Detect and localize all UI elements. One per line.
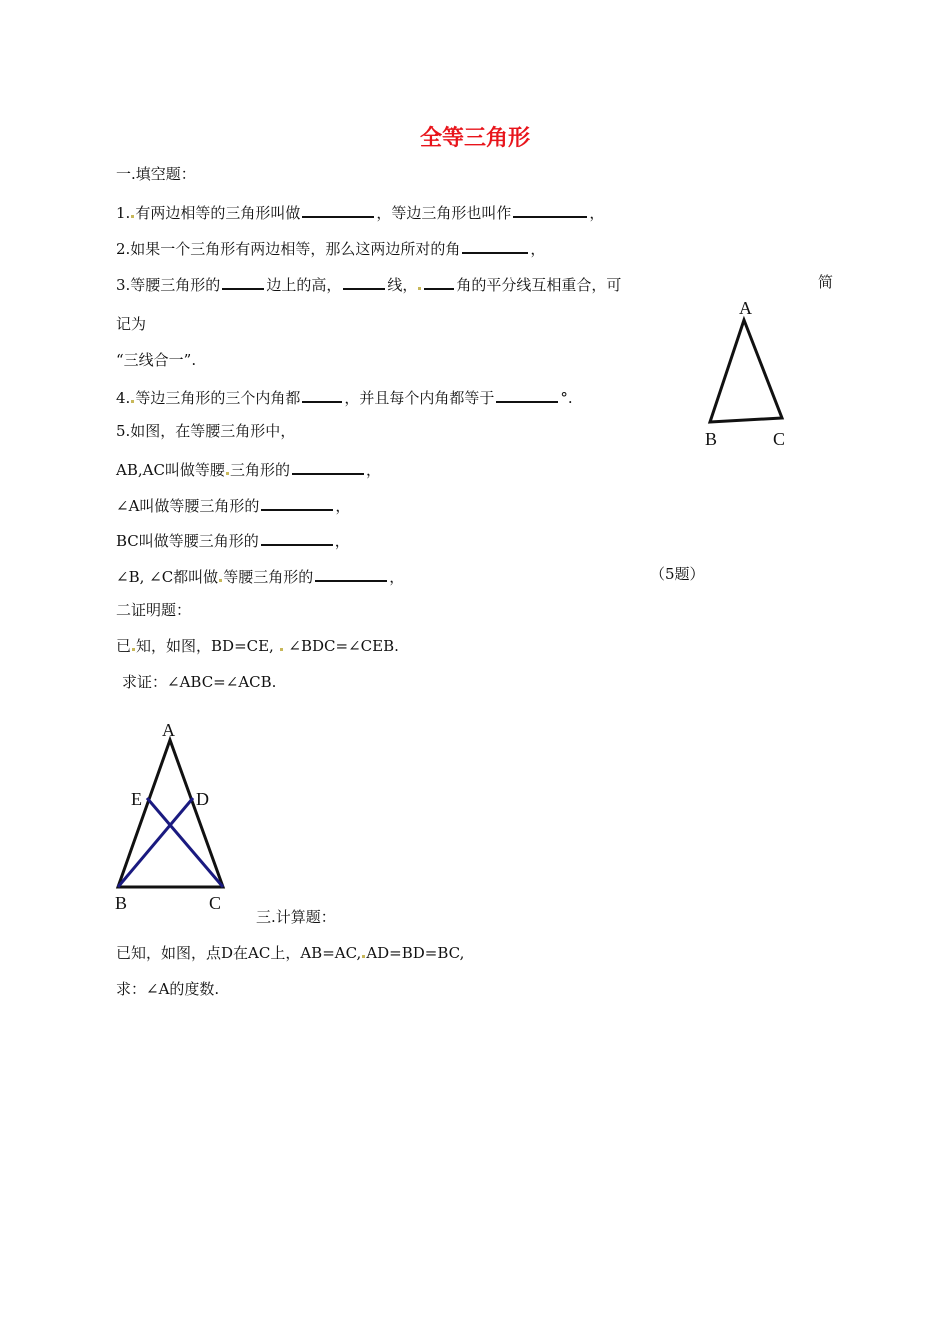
blank-3b[interactable]: [343, 272, 385, 290]
blank-5d[interactable]: [315, 564, 387, 582]
q5-line1-text-a: AB,AC叫做等腰: [116, 461, 225, 479]
vertex-label-b: B: [115, 893, 128, 913]
q4-text-c: °.: [560, 389, 573, 407]
s3-given-a: 已知，如图，点D在AC上，AB=AC,: [116, 944, 362, 962]
s3-given-b: AD=BD=BC,: [366, 944, 465, 962]
q5-line4-text-a: ∠B, ∠C都叫做: [116, 568, 219, 586]
q5-line1: [116, 457, 381, 480]
s2-given-a: 已: [116, 637, 132, 655]
section3-ask: 求：∠A的度数.: [116, 980, 220, 998]
q1-number: 1.: [116, 204, 131, 222]
q3-line2: 记为: [116, 315, 147, 333]
q1-text-a: 有两边相等的三角形叫做: [135, 204, 301, 222]
blank-3c[interactable]: [424, 272, 454, 290]
q2-text-b: ，: [530, 240, 546, 258]
q3-text-c: 线，: [387, 276, 418, 294]
triangle-abc-2: [118, 740, 223, 887]
mark-dot: [362, 955, 365, 958]
blank-5c[interactable]: [261, 528, 333, 546]
mark-dot: [226, 472, 229, 475]
s2-given-b: 知，如图，BD=CE,: [136, 637, 274, 655]
blank-4b[interactable]: [496, 385, 558, 403]
q5-line1-text-b: 三角形的: [229, 461, 290, 479]
mark-dot: [418, 287, 421, 290]
vertex-label-e: E: [131, 789, 142, 809]
triangle-abc: [710, 320, 782, 422]
q3-text-d: 角的平分线互相重合，可: [456, 276, 622, 294]
q3-text-b: 边上的高，: [266, 276, 342, 294]
figure-2-triangle: [100, 712, 260, 922]
mark-dot: [280, 648, 283, 651]
segment-bd: [118, 798, 193, 887]
question-1: [116, 200, 604, 223]
q5-line3-text-a: BC叫做等腰三角形的: [116, 532, 259, 550]
figure-1-triangle: [690, 290, 810, 460]
blank-3a[interactable]: [222, 272, 264, 290]
q5-line4: [116, 564, 404, 587]
blank-5b[interactable]: [261, 493, 333, 511]
question-4: [116, 385, 573, 408]
blank-1b[interactable]: [513, 200, 587, 218]
vertex-label-b: B: [705, 429, 718, 449]
vertex-label-a: A: [739, 298, 752, 318]
q1-text-b: ，等边三角形也叫作: [376, 204, 512, 222]
q5-line2-text-b: ，: [335, 497, 351, 515]
q3-text-a: 3.等腰三角形的: [116, 276, 221, 294]
q5-line3: [116, 528, 350, 551]
vertex-label-c: C: [773, 429, 786, 449]
section1-heading: 一.填空题：: [116, 165, 196, 183]
mark-dot: [131, 400, 134, 403]
section2-heading: 二证明题：: [116, 601, 192, 619]
mark-dot: [132, 648, 135, 651]
section2-given: [116, 636, 399, 656]
question-3: [116, 272, 621, 295]
q2-text-a: 2.如果一个三角形有两边相等，那么这两边所对的角: [116, 240, 461, 258]
section2-prove: 求证：∠ABC=∠ACB.: [122, 673, 277, 691]
question-2: [116, 236, 545, 259]
q5-line4-text-c: ，: [389, 568, 405, 586]
section3-heading: 三.计算题：: [256, 908, 336, 926]
q3-text-e: 简: [818, 273, 834, 291]
blank-4a[interactable]: [302, 385, 342, 403]
q3-line3: “三线合一”.: [116, 351, 197, 369]
q5-line2-text-a: ∠A叫做等腰三角形的: [116, 497, 260, 515]
q5-caption: （5题）: [650, 565, 705, 583]
vertex-label-a: A: [162, 720, 175, 740]
q5-line3-text-b: ，: [334, 532, 350, 550]
q5-line4-text-b: 等腰三角形的: [223, 568, 314, 586]
section3-given: [116, 943, 464, 963]
blank-2[interactable]: [462, 236, 528, 254]
page-title: 全等三角形: [419, 125, 530, 151]
q5-line1-text-c: ，: [365, 461, 381, 479]
segment-ce: [147, 798, 223, 887]
q4-text-a: 等边三角形的三个内角都: [135, 389, 301, 407]
q1-text-c: ，: [589, 204, 605, 222]
vertex-label-d: D: [196, 789, 209, 809]
mark-dot: [131, 215, 134, 218]
q4-number: 4.: [116, 389, 131, 407]
blank-5a[interactable]: [292, 457, 364, 475]
mark-dot: [219, 579, 222, 582]
s2-given-c: ∠BDC=∠CEB.: [288, 637, 399, 655]
blank-1a[interactable]: [302, 200, 374, 218]
q5-line2: [116, 493, 350, 516]
vertex-label-c: C: [209, 893, 222, 913]
q4-text-b: ，并且每个内角都等于: [344, 389, 495, 407]
q5-intro: 5.如图，在等腰三角形中，: [116, 422, 296, 440]
